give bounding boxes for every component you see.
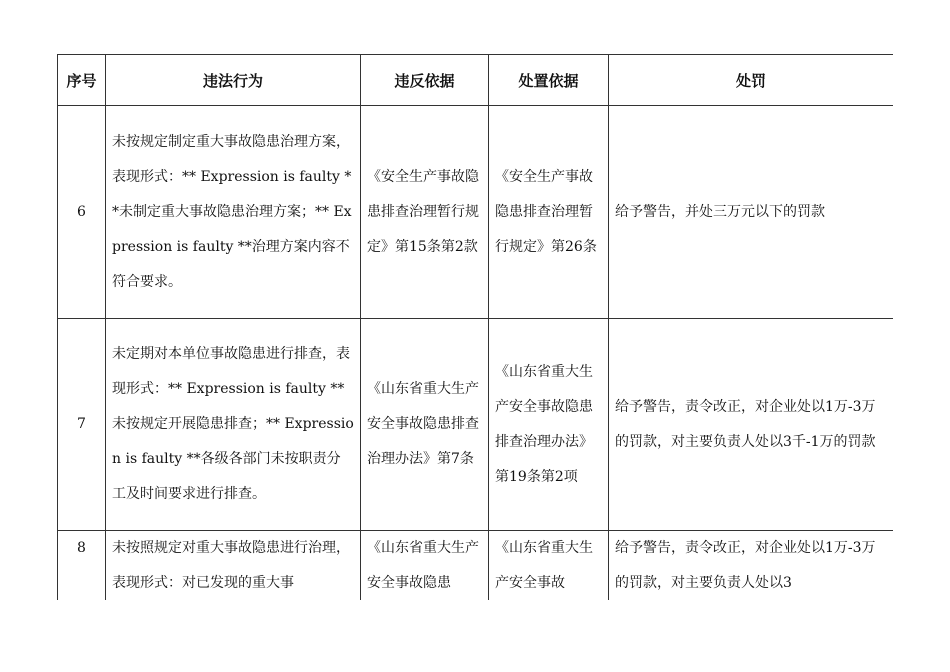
row-violation: 未按照规定对重大事故隐患进行治理，表现形式：对已发现的重大事 [106, 531, 361, 601]
table-header-row [58, 55, 894, 106]
row-violation: 未定期对本单位事故隐患进行排查，表现形式：** Expression is faulty **未按规定开展隐患排查；** Expression is faulty **各级各部门未按职责分工及时间要求进行排查。 [106, 319, 361, 531]
header-index: 序号 [58, 55, 106, 106]
row-basis: 《安全生产事故隐患排查治理暂行规定》第15条第2款 [361, 106, 489, 319]
row-handling: 《安全生产事故隐患排查治理暂行规定》第26条 [489, 106, 609, 319]
row-violation: 未按规定制定重大事故隐患治理方案，表现形式：** Expression is faulty **未制定重大事故隐患治理方案；** Expression is faulty **治理方案内容不符合要求。 [106, 106, 361, 319]
table-row [58, 319, 894, 531]
row-basis: 《山东省重大生产安全事故隐患排查治理办法》第7条 [361, 319, 489, 531]
penalty-table [57, 54, 893, 600]
table-row [58, 531, 894, 601]
row-handling: 《山东省重大生产安全事故 [489, 531, 609, 601]
row-index: 8 [58, 531, 106, 601]
header-penalty: 处罚 [609, 55, 894, 106]
row-handling: 《山东省重大生产安全事故隐患排查治理办法》第19条第2项 [489, 319, 609, 531]
row-penalty: 给予警告，责令改正，对企业处以1万-3万的罚款，对主要负责人处以3 [609, 531, 894, 601]
document-page [57, 54, 893, 600]
row-basis: 《山东省重大生产安全事故隐患 [361, 531, 489, 601]
row-penalty: 给予警告，并处三万元以下的罚款 [609, 106, 894, 319]
table-row [58, 106, 894, 319]
row-penalty: 给予警告，责令改正，对企业处以1万-3万的罚款，对主要负责人处以3千-1万的罚款 [609, 319, 894, 531]
header-basis: 违反依据 [361, 55, 489, 106]
row-index: 6 [58, 106, 106, 319]
header-violation: 违法行为 [106, 55, 361, 106]
header-handling: 处置依据 [489, 55, 609, 106]
row-index: 7 [58, 319, 106, 531]
